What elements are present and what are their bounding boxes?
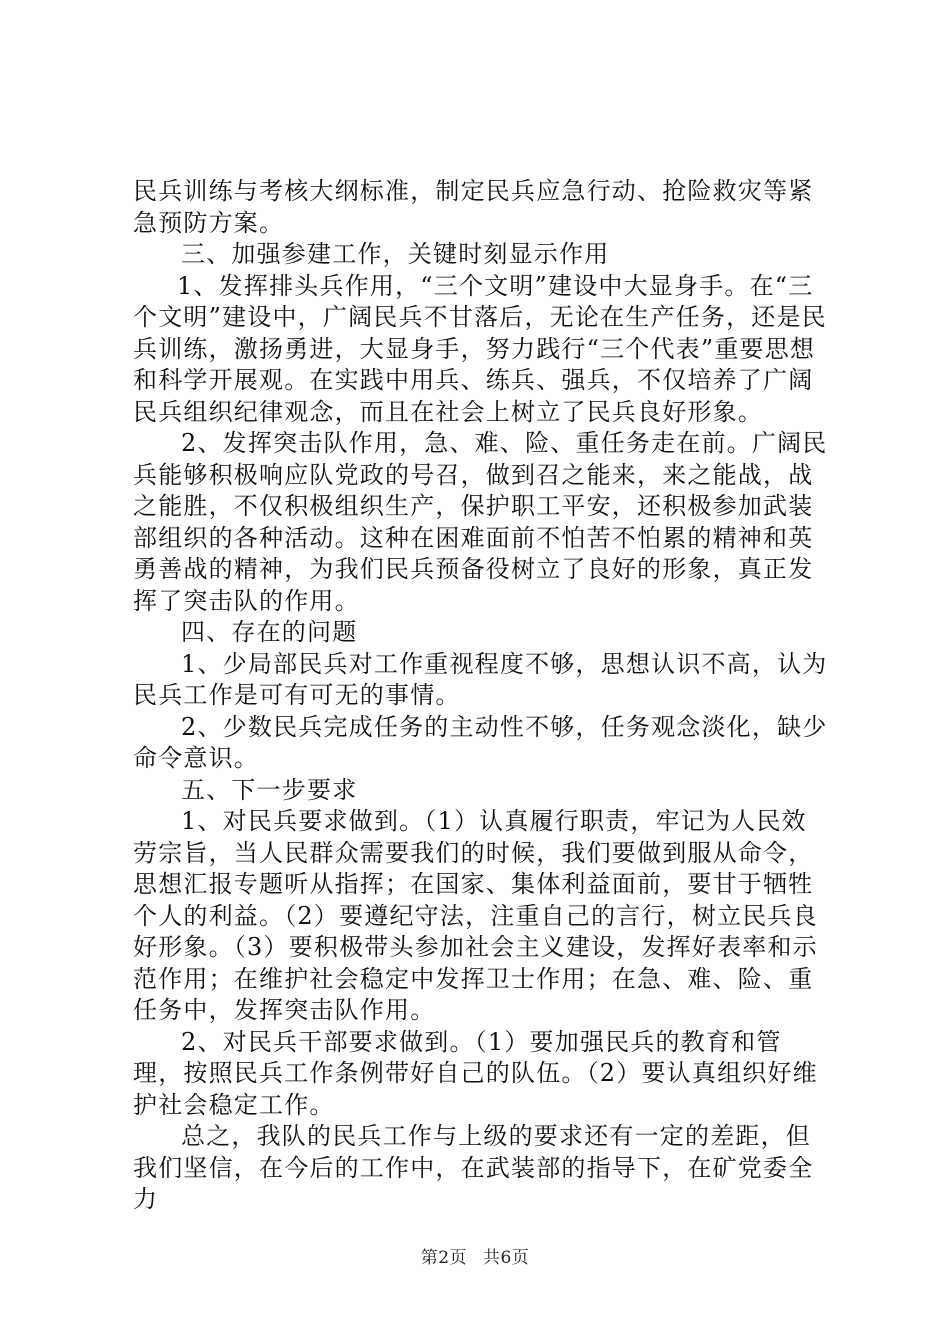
page-number: 第2页 xyxy=(420,1248,468,1268)
paragraph-item-4-1: 1、少局部民兵对工作重视程度不够，思想认识不高，认为民兵工作是可有可无的事情。 xyxy=(133,649,828,709)
paragraph-item-3-2: 2、发挥突击队作用，急、难、险、重任务走在前。广阔民兵能够积极响应队党政的号召，做到召之能来，来之能战，战之能胜，不仅积极组织生产，保护职工平安，还积极参加武装部组织的各种活动。这种在困难面前不怕苦不怕累的精神和英勇善战的精神，为我们民兵预备役树立了良好的形象，真正发挥了突击队的作用。 xyxy=(133,429,828,615)
section-heading-5: 五、下一步要求 xyxy=(181,775,358,804)
paragraph-conclusion: 总之，我队的民兵工作与上级的要求还有一定的差距，但我们坚信，在今后的工作中，在武装部的指导下，在矿党委全力 xyxy=(133,1122,814,1213)
paragraph-item-3-1: 1、发挥排头兵作用，“三个文明”建设中大显身手。在“三个文明”建设中，广阔民兵不甘落后，无论在生产任务，还是民兵训练，激扬勇进，大显身手，努力践行“三个代表”重要思想和科学开展观。在实践中用兵、练兵、强兵，不仅培养了广阔民兵组织纪律观念，而且在社会上树立了民兵良好形象。 xyxy=(133,271,827,426)
section-heading-3: 三、加强参建工作，关键时刻显示作用 xyxy=(181,240,610,268)
paragraph-item-5-2: 2、对民兵干部要求做到。（1）要加强民兵的教育和管理，按照民兵工作条例带好自己的队伍。（2）要认真组织好维护社会稳定工作。 xyxy=(133,1027,818,1119)
page-footer xyxy=(0,1243,950,1268)
section-heading-4: 四、存在的问题 xyxy=(181,618,358,646)
paragraph-continuation: 民兵训练与考核大纲标准，制定民兵应急行动、抢险救灾等紧急预防方案。 xyxy=(133,177,814,237)
paragraph-item-5-1: 1、对民兵要求做到。（1）认真履行职责，牢记为人民效劳宗旨，当人民群众需要我们的时候，我们要做到服从命令，思想汇报专题听从指挥；在国家、集体利益面前，要甘于牺牲个人的利益。（2）要遵纪守法，注重自己的言行，树立民兵良好形象。（3）要积极带头参加社会主义建设，发挥好表率和示范作用；在维护社会稳定中发挥卫士作用；在急、难、险、重任务中，发挥突击队作用。 xyxy=(133,807,818,1024)
page-total: 共6页 xyxy=(482,1248,530,1268)
paragraph-item-4-2: 2、少数民兵完成任务的主动性不够，任务观念淡化，缺少命令意识。 xyxy=(133,712,828,772)
document-body xyxy=(133,176,831,1216)
